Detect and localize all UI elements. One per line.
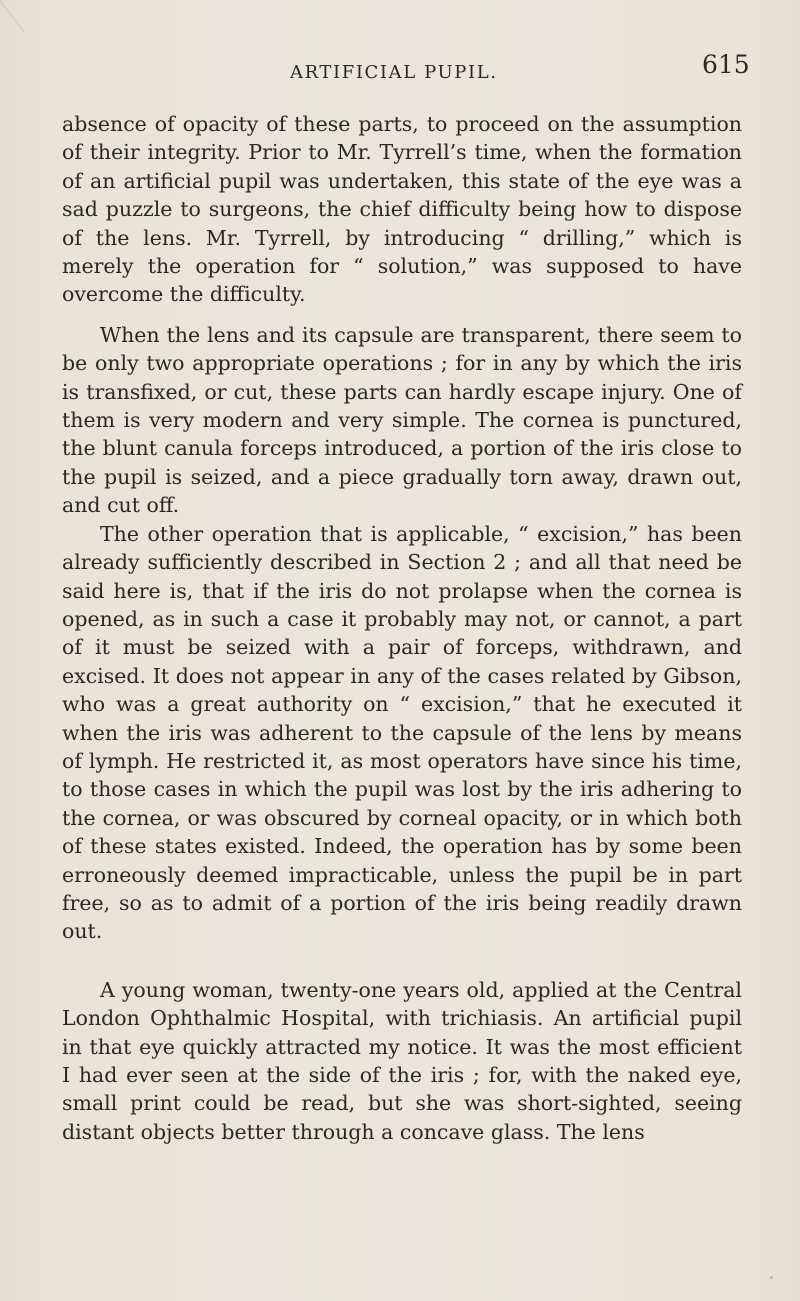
running-head-title: ARTIFICIAL PUPIL. — [290, 62, 498, 83]
paragraph-excision: The other operation that is applicable, “ excision,” has been already sufficiently described in Section 2 ; and all that need be said here is, that if the iris do not prolapse when the cornea is opened, as in such a case it probably may not, or cannot, a part of it must be seized with a pair of forceps, withdrawn, and excised. It does not appear in any of the cases related by Gibson, who was a great authority on “ excision,” that he executed it when the iris was adherent to the capsule of the lens by means of lymph. He restricted it, as most operators have since his time, to those cases in which the pupil was lost by the iris adhering to the cornea, or was obscured by corneal opacity, or in which both of these states existed. Indeed, the operation has by some been erroneously deemed impracticable, unless the pupil be in part free, so as to admit of a portion of the iris being readily drawn out. — [62, 521, 742, 944]
running-head — [0, 50, 800, 92]
paragraph-case-report: A young woman, twenty-one years old, applied at the Central London Ophthalmic Hospital, with trichiasis. An artificial pupil in that eye quickly attracted my notice. It was the most efficient I had ever seen at the side of the iris ; for, with the naked eye, small print could be read, but she was short-sighted, seeing distant objects better through a concave glass. The lens — [62, 977, 742, 1144]
page-edge-shadow — [0, 0, 25, 57]
page-number: 615 — [702, 50, 750, 79]
paper-speck — [770, 1276, 773, 1279]
paragraph-continuation: absence of opacity of these parts, to proceed on the assumption of their integrity. Prior to Mr. Tyrrell’s time, when the formation of an artificial pupil was undertaken, this state of the eye was a sad puzzle to surgeons, the chief difficulty being how to dispose of the lens. Mr. Tyrrell, by introducing “ drilling,” which is merely the operation for “ solution,” was supposed to have overcome the difficulty. — [62, 112, 742, 307]
body-text — [62, 110, 742, 1146]
paragraph-operations: When the lens and its capsule are transparent, there seem to be only two appropriate operations ; for in any by which the iris is transfixed, or cut, these parts can hardly escape injury. One of them is very modern and very simple. The cornea is punctured, the blunt canula forceps introduced, a portion of the iris close to the pupil is seized, and a piece gradually torn away, drawn out, and cut off. — [62, 322, 742, 518]
